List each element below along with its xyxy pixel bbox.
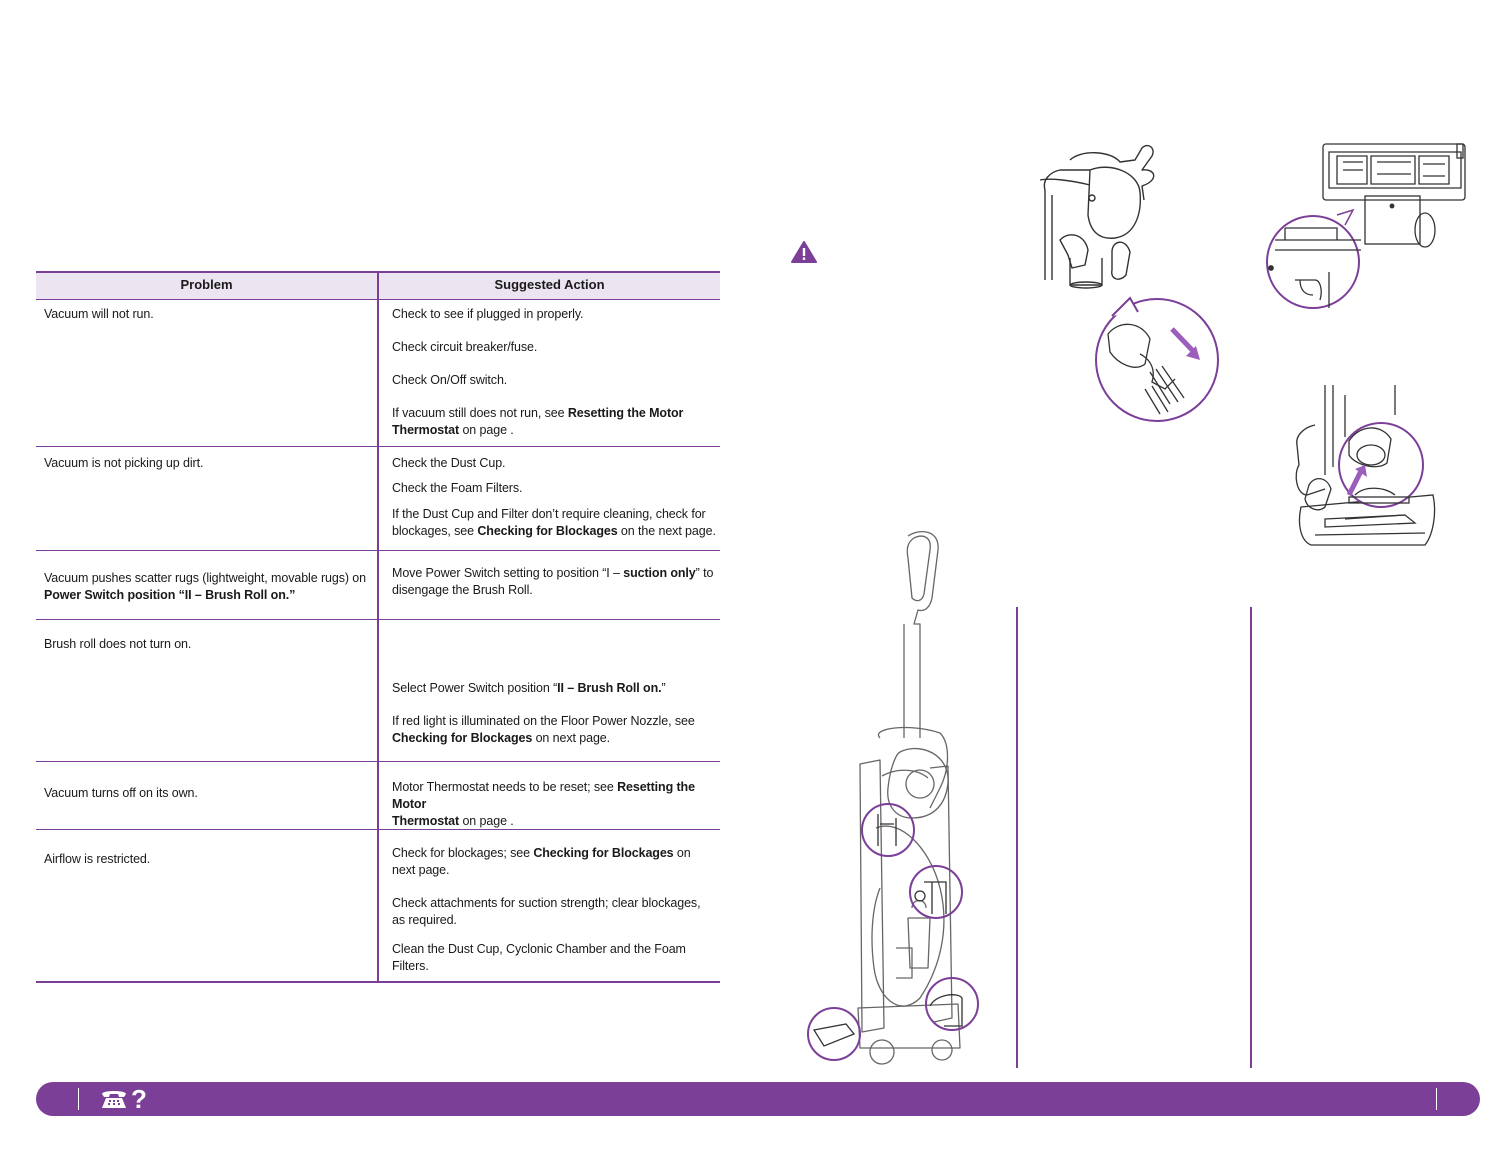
action-cell: Check On/Off switch.	[392, 373, 508, 387]
phone-icon	[100, 1088, 128, 1110]
column-header-problem: Problem	[180, 277, 233, 292]
column-rule	[1250, 607, 1252, 1068]
action-cell: Clean the Dust Cup, Cyclonic Chamber and the Foam Filters.	[392, 942, 686, 973]
problem-cell: Airflow is restricted.	[44, 852, 151, 866]
nozzle-connection-illustration	[1285, 385, 1450, 565]
column-header-suggested-action: Suggested Action	[494, 277, 605, 292]
problem-cell: Vacuum turns off on its own.	[44, 786, 198, 800]
action-cell: Check the Foam Filters.	[392, 481, 523, 495]
column-rule	[1016, 607, 1018, 1068]
action-cell: Motor Thermostat needs to be reset; see Resetting the Motor Thermostat on page .	[392, 780, 695, 828]
problem-cell: Vacuum is not picking up dirt.	[44, 456, 204, 470]
footer-divider	[1436, 1088, 1437, 1110]
action-cell: Check to see if plugged in properly.	[392, 307, 584, 321]
troubleshooting-table	[36, 271, 720, 983]
action-cell: Select Power Switch position “II – Brush Roll on.”	[392, 681, 666, 695]
upright-vacuum-illustration	[800, 528, 990, 1070]
warning-triangle-icon	[791, 241, 817, 263]
action-cell: If the Dust Cup and Filter don’t require cleaning, check for blockages, see Checking for Blockages on the next page.	[392, 507, 716, 538]
nozzle-underside-illustration	[1265, 140, 1475, 315]
problem-cell: Vacuum will not run.	[44, 307, 154, 321]
footer-divider	[78, 1088, 79, 1110]
problem-cell: Vacuum pushes scatter rugs (lightweight, movable rugs) on Power Switch position “II – Brush Roll on.”	[44, 571, 367, 602]
action-cell: Check the Dust Cup.	[392, 456, 506, 470]
blockage-callout	[862, 804, 914, 856]
action-cell: If red light is illuminated on the Floor Power Nozzle, see Checking for Blockages on next page.	[392, 714, 695, 745]
problem-cell: Brush roll does not turn on.	[44, 637, 192, 651]
footer-bar	[36, 1082, 1480, 1116]
action-cell: Check for blockages; see Checking for Blockages on next page.	[392, 846, 691, 877]
action-cell: Move Power Switch setting to position “I – suction only” to disengage the Brush Roll.	[392, 566, 714, 597]
question-mark-icon: ?	[131, 1084, 147, 1114]
action-cell: Check circuit breaker/fuse.	[392, 340, 538, 354]
action-cell: If vacuum still does not run, see Resetting the Motor Thermostat on page .	[392, 406, 684, 437]
action-cell: Check attachments for suction strength; clear blockages, as required.	[392, 896, 701, 927]
column-divider	[377, 271, 379, 983]
hose-detail-callout	[1090, 294, 1225, 426]
